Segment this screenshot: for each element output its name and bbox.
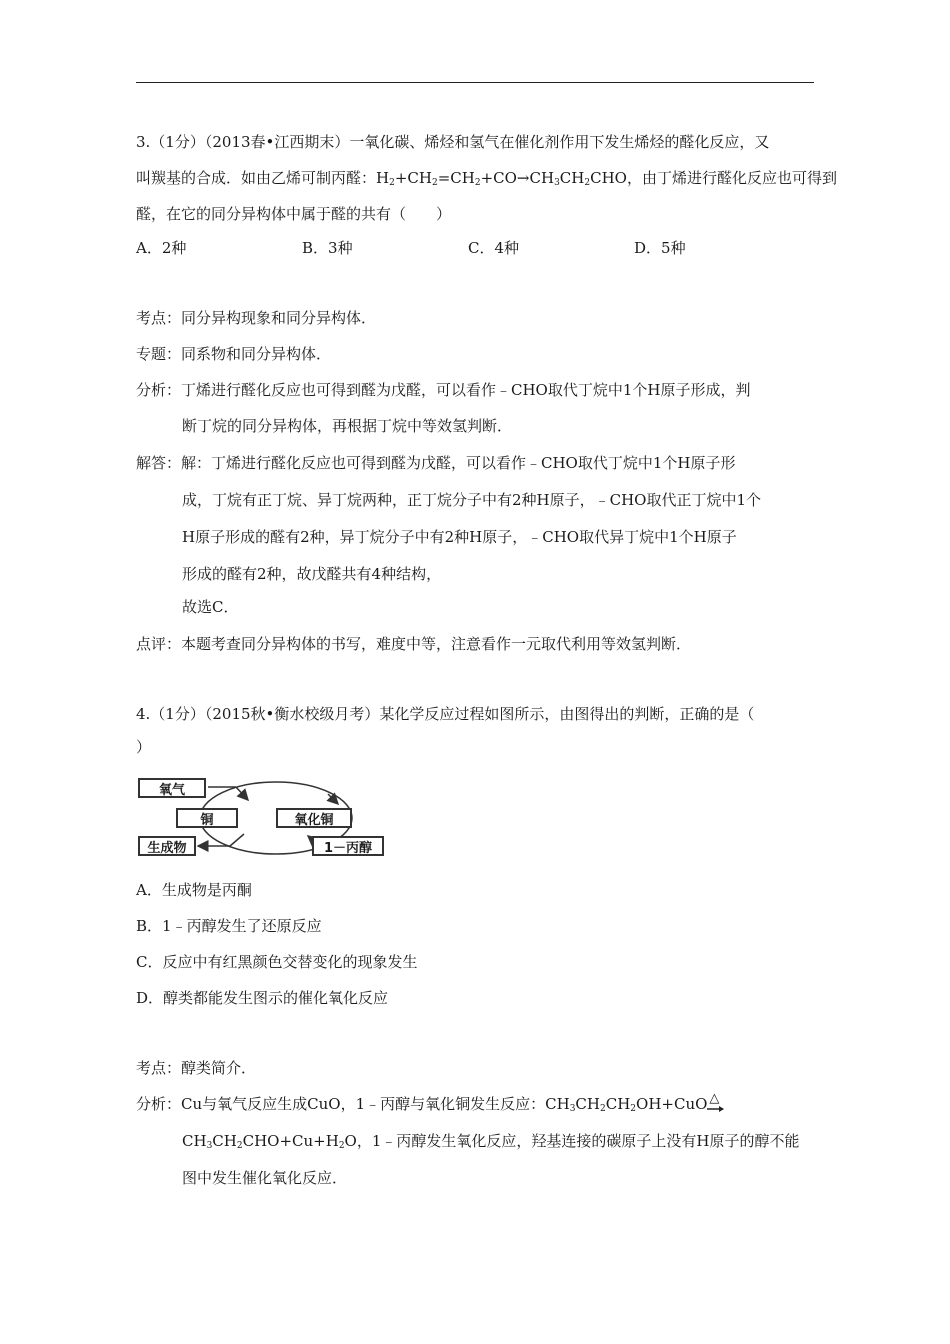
q4-option-d: D．醇类都能发生图示的催化氧化反应 <box>136 989 389 1007</box>
q4-kaodian: 考点：醇类简介． <box>136 1059 257 1077</box>
box-product: 生成物 <box>138 836 196 856</box>
q3-option-d: D．5种 <box>634 239 686 257</box>
q4-stem-line1: 4.（1分）（2015秋•衡水校级月考）某化学反应过程如图所示，由图得出的判断，正确的是（ <box>136 705 755 723</box>
reaction-cycle-diagram <box>136 776 386 858</box>
q4-stem-line2: ） <box>136 738 152 756</box>
q3-stem-line1: 3.（1分）（2013春•江西期末）一氧化碳、烯烃和氢气在催化剂作用下发生烯烃的醛化反应，又 <box>136 133 770 151</box>
reaction-arrow: → <box>516 169 530 187</box>
heat-condition-arrow: △ <box>707 1095 725 1113</box>
q4-fenxi-line2: CH3CH2CHO+Cu+H2O，1﹣丙醇发生氧化反应，羟基连接的碳原子上没有H原子的醇不能 <box>182 1132 800 1151</box>
q3-jieda-line4: 形成的醛有2种，故戊醛共有4种结构， <box>182 565 442 583</box>
q3-dianping: 点评：本题考查同分异构体的书写，难度中等，注意看作一元取代利用等效氢判断． <box>136 635 692 653</box>
box-copper: 铜 <box>176 808 238 828</box>
q4-option-b: B．1﹣丙醇发生了还原反应 <box>136 917 322 935</box>
q4-fenxi-line1: 分析：Cu与氧气反应生成CuO，1﹣丙醇与氧化铜发生反应：CH3CH2CH2OH+CuO △ <box>136 1094 725 1119</box>
q3-jieda-line3: H原子形成的醛有2种，异丁烷分子中有2种H原子，﹣CHO取代异丁烷中1个H原子 <box>182 528 737 546</box>
q3-option-b: B．3种 <box>302 239 353 257</box>
header-rule <box>136 82 814 83</box>
q4-option-a: A．生成物是丙酮 <box>136 881 252 899</box>
q3-stem-line3: 醛，在它的同分异构体中属于醛的共有（ ） <box>136 205 452 223</box>
box-propanol: 1－丙醇 <box>312 836 384 856</box>
q3-fenxi-line1: 分析：丁烯进行醛化反应也可得到醛为戊醛，可以看作﹣CHO取代丁烷中1个H原子形成，判 <box>136 381 751 399</box>
q3-jieda-line5: 故选C． <box>182 598 239 616</box>
q3-option-a: A．2种 <box>136 239 187 257</box>
box-copper-oxide: 氧化铜 <box>276 808 352 828</box>
box-oxygen: 氧气 <box>138 778 206 798</box>
q3-fenxi-line2: 断丁烷的同分异构体，再根据丁烷中等效氢判断． <box>182 417 513 435</box>
q3-jieda-line2: 成，丁烷有正丁烷、异丁烷两种，正丁烷分子中有2种H原子，﹣CHO取代正丁烷中1个 <box>182 491 762 509</box>
q4-option-c: C．反应中有红黑颜色交替变化的现象发生 <box>136 953 418 971</box>
q3-option-c: C．4种 <box>468 239 520 257</box>
q3-zhuanti: 专题：同系物和同分异构体． <box>136 345 332 363</box>
q3-jieda-line1: 解答：解：丁烯进行醛化反应也可得到醛为戊醛，可以看作﹣CHO取代丁烷中1个H原子形 <box>136 454 736 472</box>
q3-stem-line2: 叫羰基的合成．如由乙烯可制丙醛：H2+CH2=CH2+CO→CH3CH2CHO，由丁烯进行醛化反应也可得到 <box>136 169 837 188</box>
q3-kaodian: 考点：同分异构现象和同分异构体． <box>136 309 377 327</box>
q4-fenxi-line3: 图中发生催化氧化反应． <box>182 1169 348 1187</box>
